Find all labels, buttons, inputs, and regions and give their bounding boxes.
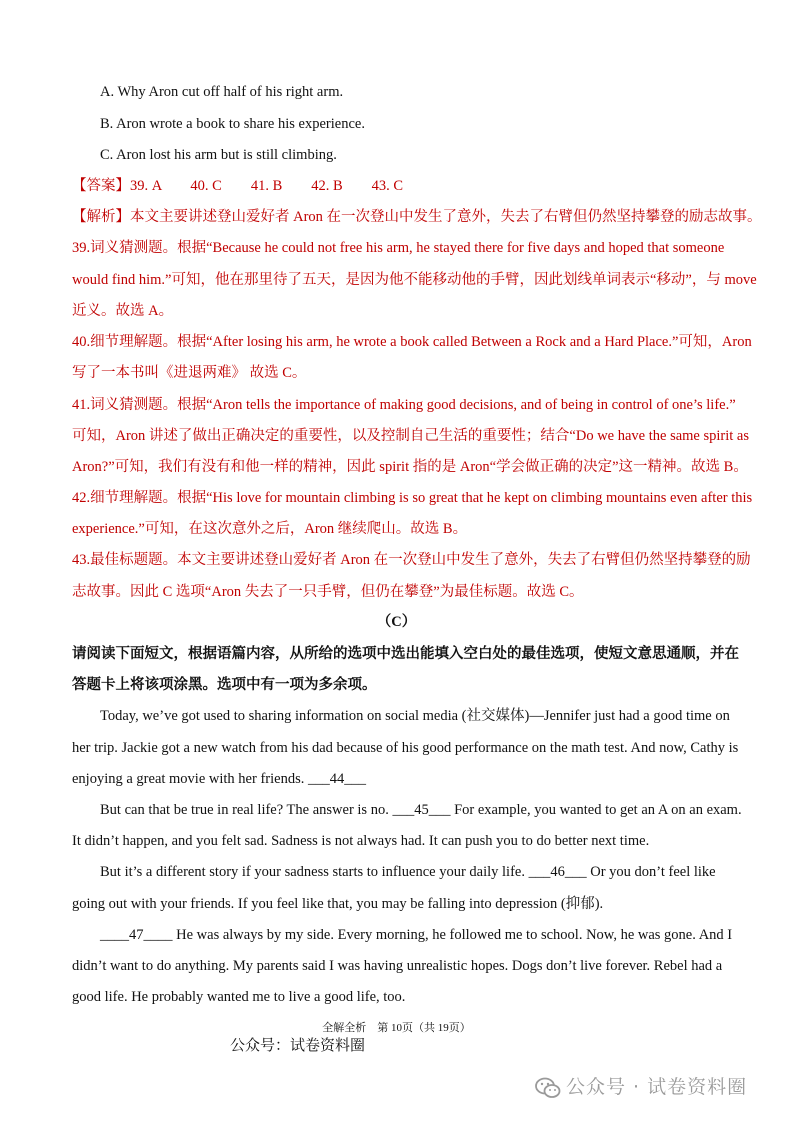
analysis-line: would find him.”可知，他在那里待了五天，是因为他不能移动他的手臂，因此划线单词表示“移动”，与 move — [72, 272, 757, 288]
analysis-line: 39.词义猜测题。根据“Because he could not free his arm, he stayed there for five days and hoped that someone — [72, 240, 725, 256]
analysis-line: 写了一本书叫《进退两难》 故选 C。 — [72, 365, 307, 381]
passage-line: But it’s a different story if your sadness starts to influence your daily life. ___46___ Or you don’t feel like — [100, 864, 716, 880]
option-b: B. Aron wrote a book to share his experience. — [100, 116, 365, 132]
passage-line: But can that be true in real life? The answer is no. ___45___ For example, you wanted to get an A on an exam. — [100, 802, 742, 818]
passage-line: enjoying a great movie with her friends. ___44___ — [72, 771, 366, 787]
passage-line: good life. He probably wanted me to live a good life, too. — [72, 989, 406, 1005]
passage-line: It didn’t happen, and you felt sad. Sadness is not always had. It can push you to do better next time. — [72, 833, 650, 849]
analysis-line: 【解析】本文主要讲述登山爱好者 Aron 在一次登山中发生了意外，失去了右臂但仍然坚持攀登的励志故事。 — [72, 209, 762, 225]
passage-line: going out with your friends. If you feel like that, you may be falling into depression (抑郁). — [72, 896, 604, 912]
option-c: C. Aron lost his arm but is still climbing. — [100, 147, 337, 163]
watermark-account: 公众号：试卷资料圈 — [230, 1038, 366, 1054]
analysis-line: 42.细节理解题。根据“His love for mountain climbing is so great that he kept on climbing mountains even after this — [72, 490, 753, 506]
passage-line: ____47____ He was always by my side. Every morning, he followed me to school. Now, he was gone. And I — [100, 927, 733, 943]
passage-line: her trip. Jackie got a new watch from his dad because of his good performance on the math test. And now, Cathy is — [72, 740, 739, 756]
analysis-line: 近义。故选 A。 — [72, 303, 174, 319]
answer-line: 【答案】39. A 40. C 41. B 42. B 43. C — [72, 178, 404, 194]
instruction-line: 答题卡上将该项涂黑。选项中有一项为多余项。 — [72, 677, 377, 693]
analysis-line: 志故事。因此 C 选项“Aron 失去了一只手臂，但仍在攀登”为最佳标题。故选 C。 — [72, 584, 584, 600]
page-footer: 全解全析 第 10页（共 19页） — [322, 1022, 471, 1034]
analysis-line: 41.词义猜测题。根据“Aron tells the importance of making good decisions, and of being in control of one’s life.” — [72, 397, 736, 413]
analysis-line: experience.”可知，在这次意外之后，Aron 继续爬山。故选 B。 — [72, 521, 468, 537]
watermark-brand: 公众号 · 试卷资料圈 — [566, 1076, 748, 1098]
option-a: A. Why Aron cut off half of his right arm. — [100, 84, 344, 100]
passage-line: didn’t want to do anything. My parents said I was having unrealistic hopes. Dogs don’t live forever. Rebel had a — [72, 958, 723, 974]
analysis-line: Aron?”可知，我们有没有和他一样的精神，因此 spirit 指的是 Aron“学会做正确的决定”这一精神。故选 B。 — [72, 459, 748, 475]
instruction-line: 请阅读下面短文，根据语篇内容，从所给的选项中选出能填入空白处的最佳选项，使短文意思通顺，并在 — [72, 646, 739, 662]
wechat-icon — [535, 1076, 561, 1100]
section-title: （C） — [376, 614, 417, 630]
passage-line: Today, we’ve got used to sharing information on social media (社交媒体)—Jennifer just had a good time on — [100, 708, 730, 724]
analysis-line: 可知，Aron 讲述了做出正确决定的重要性，以及控制自己生活的重要性；结合“Do we have the same spirit as — [72, 428, 750, 444]
analysis-line: 43.最佳标题题。本文主要讲述登山爱好者 Aron 在一次登山中发生了意外，失去了右臂但仍然坚持攀登的励 — [72, 552, 751, 568]
analysis-line: 40.细节理解题。根据“After losing his arm, he wrote a book called Between a Rock and a Hard Place.”可知，Aron — [72, 334, 752, 350]
